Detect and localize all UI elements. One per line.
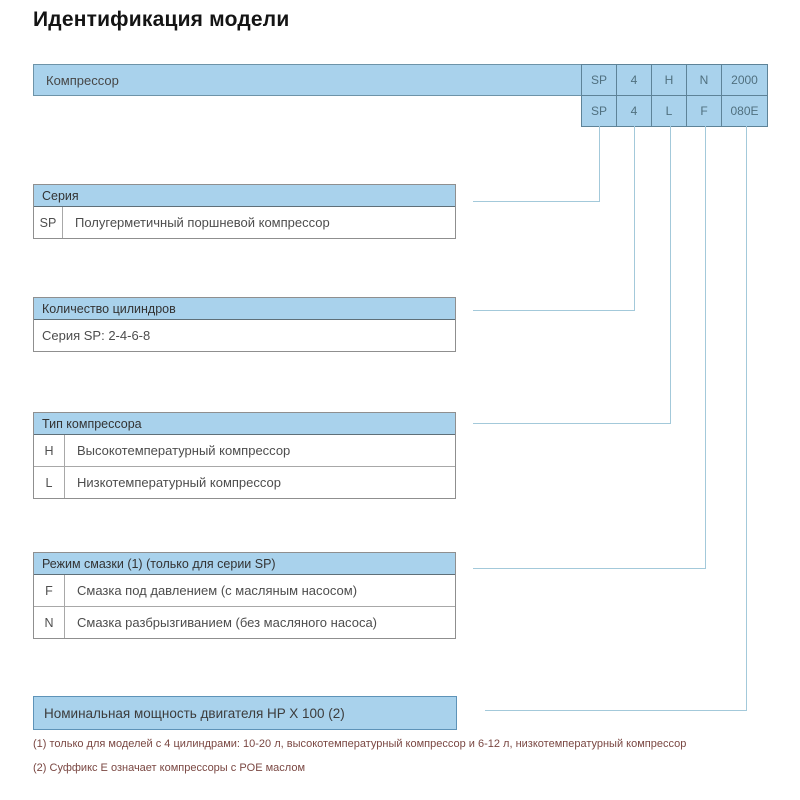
table-row <box>34 575 455 607</box>
footnote-2: (2) Суффикс Е означает компрессоры с POE маслом <box>33 762 306 774</box>
table-row <box>34 320 455 351</box>
connector-vline-series <box>599 126 600 202</box>
series-description: Полугерметичный поршневой компрессор <box>75 215 330 230</box>
section-power-header: Номинальная мощность двигателя HP X 100 (2) <box>33 696 457 730</box>
type-description-h: Высокотемпературный компрессор <box>77 443 291 458</box>
code-cell-series-2: SP <box>581 95 617 127</box>
code-cell-cylinders-2: 4 <box>616 95 652 127</box>
connector-hline-lubrication <box>473 568 706 569</box>
lubrication-code-n: N <box>34 607 65 638</box>
page-title: Идентификация модели <box>33 8 290 31</box>
section-series <box>33 184 456 239</box>
connector-hline-type <box>473 423 671 424</box>
lubrication-code-f: F <box>34 575 65 606</box>
lubrication-description-n: Смазка разбрызгиванием (без масляного насоса) <box>77 615 377 630</box>
footnote-1: (1) только для моделей с 4 цилиндрами: 10-20 л, высокотемпературный компрессор и 6-12 л, низкотемпературный компрессор <box>33 738 687 750</box>
connector-vline-power <box>746 126 747 711</box>
table-row <box>34 607 455 638</box>
code-cell-type-1: H <box>651 64 687 96</box>
connector-hline-cylinders <box>473 310 635 311</box>
connector-vline-type <box>670 126 671 424</box>
connector-vline-cylinders <box>634 126 635 311</box>
lubrication-description-f: Смазка под давлением (с масляным насосом) <box>77 583 358 598</box>
code-cell-power-1: 2000 <box>721 64 768 96</box>
connector-vline-lubrication <box>705 126 706 569</box>
model-code-row-1 <box>33 64 768 96</box>
section-series-header: Серия <box>34 185 455 207</box>
type-code-h: H <box>34 435 65 466</box>
code-cell-lubrication-1: N <box>686 64 722 96</box>
section-cylinders <box>33 297 456 352</box>
section-type-header: Тип компрессора <box>34 413 455 435</box>
compressor-bar: Компрессор <box>33 64 582 96</box>
section-lubrication <box>33 552 456 639</box>
section-lubrication-header: Режим смазки (1) (только для серии SP) <box>34 553 455 575</box>
section-cylinders-header: Количество цилиндров <box>34 298 455 320</box>
type-code-l: L <box>34 467 65 498</box>
code-cell-power-2: 080E <box>721 95 768 127</box>
type-description-l: Низкотемпературный компрессор <box>77 475 281 490</box>
table-row <box>34 467 455 498</box>
code-cell-cylinders-1: 4 <box>616 64 652 96</box>
connector-hline-series <box>473 201 600 202</box>
section-type <box>33 412 456 499</box>
table-row <box>34 435 455 467</box>
code-cell-series-1: SP <box>581 64 617 96</box>
code-cell-lubrication-2: F <box>686 95 722 127</box>
connector-hline-power <box>485 710 747 711</box>
model-code-row-2 <box>581 95 768 127</box>
cylinders-description: Серия SP: 2-4-6-8 <box>42 328 151 343</box>
code-cell-type-2: L <box>651 95 687 127</box>
table-row <box>34 207 455 238</box>
series-code: SP <box>34 207 63 238</box>
